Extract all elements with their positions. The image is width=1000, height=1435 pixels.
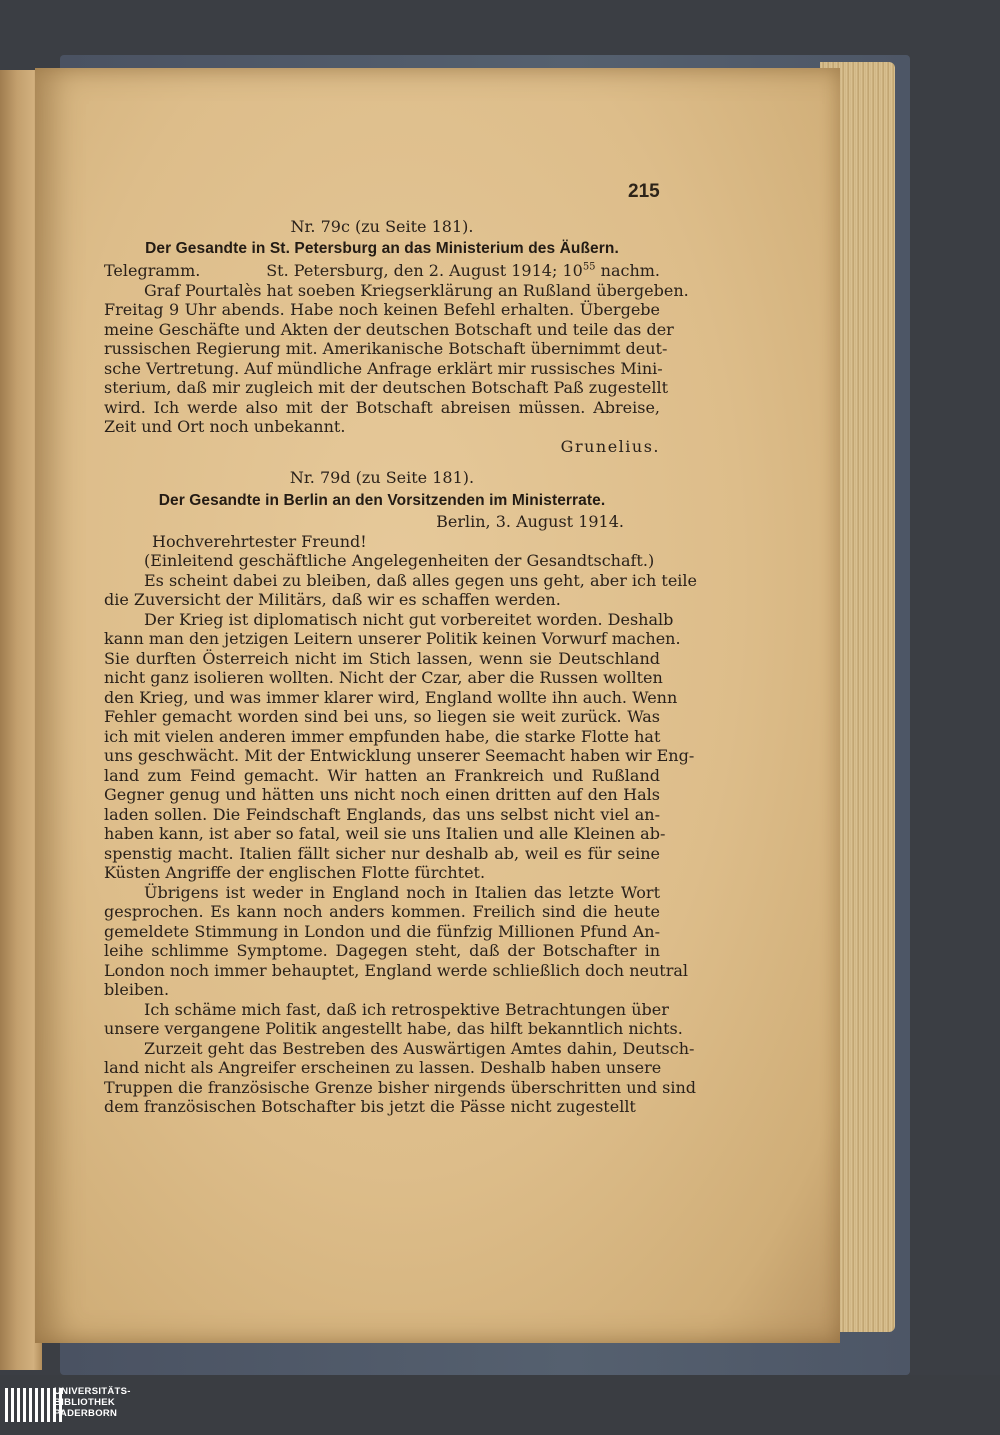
- text-line: Der Krieg ist diplomatisch nicht gut vorbereitet worden. Deshalb: [144, 609, 674, 629]
- text-line: unsere vergangene Politik angestellt habe, das hilft bekanntlich nichts.: [104, 1019, 683, 1038]
- doc1-place-date-text: St. Petersburg, den 2. August 1914; 10: [266, 261, 583, 280]
- text-line: land zum Feind gemacht. Wir hatten an Frankreich und Rußland: [104, 765, 660, 785]
- text-line: Übrigens ist weder in England noch in Italien das letzte Wort: [144, 882, 660, 902]
- doc1-signature: Grunelius.: [560, 436, 660, 456]
- library-logo-text: [54, 1386, 131, 1419]
- text-line: Zeit und Ort noch unbekannt.: [104, 417, 346, 436]
- footer-bar: [0, 1375, 1000, 1435]
- text-line: den Krieg, und was immer klarer wird, England wollte ihn auch. Wenn: [104, 687, 678, 707]
- page-number: 215: [628, 181, 660, 202]
- doc2-number: Nr. 79d (zu Seite 181).: [289, 468, 475, 487]
- text-line: Fehler gemacht worden sind bei uns, so liegen sie weit zurück. Was: [104, 707, 660, 726]
- text-line: Graf Pourtalès hat soeben Kriegserklärung an Rußland übergeben.: [144, 280, 689, 300]
- doc1-telegram-row: [104, 261, 660, 281]
- text-line: sche Vertretung. Auf mündliche Anfrage erklärt mir russisches Mini-: [104, 358, 663, 378]
- text-line: Es scheint dabei zu bleiben, daß alles gegen uns geht, aber ich teile: [144, 570, 697, 590]
- logo-line-2: BIBLIOTHEK: [54, 1397, 116, 1408]
- text-line: Zurzeit geht das Bestreben des Auswärtigen Amtes dahin, Deutsch-: [144, 1038, 695, 1058]
- document-79d: [104, 468, 697, 1117]
- text-line: sterium, daß mir zugleich mit der deutschen Botschaft Paß zugestellt: [104, 378, 669, 397]
- text-line: ich mit vielen anderen immer empfunden habe, die starke Flotte hat: [104, 726, 661, 746]
- text-line: land nicht als Angreifer erscheinen zu lassen. Deshalb haben unsere: [104, 1058, 662, 1077]
- doc2-body: [104, 551, 697, 1117]
- doc1-time-suffix: nachm.: [595, 261, 660, 280]
- logo-line-3: PADERBORN: [54, 1408, 118, 1419]
- text-line: meine Geschäfte und Akten der deutschen Botschaft und teile das der: [104, 319, 674, 339]
- doc2-salutation: Hochverehrtester Freund!: [152, 531, 367, 551]
- text-line: Küsten Angriffe der englischen Flotte fürchtet.: [104, 863, 486, 882]
- text-line: uns geschwächt. Mit der Entwicklung unserer Seemacht haben wir Eng-: [104, 746, 695, 765]
- text-line: kann man den jetzigen Leitern unserer Politik keinen Vorwurf machen.: [104, 629, 681, 648]
- text-line: London noch immer behauptet, England werde schließlich doch neutral: [104, 960, 688, 980]
- text-line: bleiben.: [104, 980, 170, 999]
- doc2-place-date: Berlin, 3. August 1914.: [436, 512, 624, 531]
- text-line: laden sollen. Die Feindschaft Englands, das uns selbst nicht viel an-: [104, 804, 660, 824]
- doc1-place-date: [266, 261, 660, 281]
- doc1-heading: Der Gesandte in St. Petersburg an das Ministerium des Äußern.: [145, 239, 619, 257]
- text-line: gesprochen. Es kann noch anders kommen. Freilich sind die heute: [104, 902, 660, 921]
- text-line: nicht ganz isolieren wollten. Nicht der Czar, aber die Russen wollten: [104, 668, 663, 687]
- text-line: Gegner genug und hätten uns nicht noch einen dritten auf den Hals: [104, 785, 660, 804]
- doc1-number: Nr. 79c (zu Seite 181).: [290, 217, 474, 236]
- doc1-time-sup: 55: [582, 261, 596, 273]
- doc1-telegram-label: Telegramm.: [104, 261, 201, 280]
- document-79c: [104, 217, 689, 456]
- text-line: leihe schlimme Symptome. Dagegen steht, daß der Botschafter in: [104, 941, 660, 960]
- logo-line-1: UNIVERSITÄTS-: [54, 1386, 131, 1397]
- text-line: Freitag 9 Uhr abends. Habe noch keinen Befehl erhalten. Übergebe: [104, 300, 660, 319]
- text-line: haben kann, ist aber so fatal, weil sie uns Italien und alle Kleinen ab-: [104, 824, 666, 843]
- text-line: Sie durften Österreich nicht im Stich lassen, wenn sie Deutschland: [104, 648, 660, 668]
- text-line: wird. Ich werde also mit der Botschaft abreisen müssen. Abreise,: [104, 397, 660, 417]
- text-line: Ich schäme mich fast, daß ich retrospektive Betrachtungen über: [144, 999, 669, 1019]
- text-line: Truppen die französische Grenze bisher nirgends überschritten und sind: [104, 1077, 697, 1097]
- text-line: spenstig macht. Italien fällt sicher nur deshalb ab, weil es für seine: [104, 843, 660, 863]
- text-line: (Einleitend geschäftliche Angelegenheiten der Gesandtschaft.): [144, 551, 655, 570]
- text-line: russischen Regierung mit. Amerikanische Botschaft übernimmt deut-: [104, 339, 668, 358]
- text-line: dem französischen Botschafter bis jetzt die Pässe nicht zugestellt: [104, 1097, 636, 1116]
- doc2-heading: Der Gesandte in Berlin an den Vorsitzenden im Ministerrate.: [158, 491, 606, 509]
- text-line: die Zuversicht der Militärs, daß wir es schaffen werden.: [104, 590, 561, 609]
- doc1-body: [104, 280, 689, 437]
- text-line: gemeldete Stimmung in London und die fünfzig Millionen Pfund An-: [104, 921, 660, 941]
